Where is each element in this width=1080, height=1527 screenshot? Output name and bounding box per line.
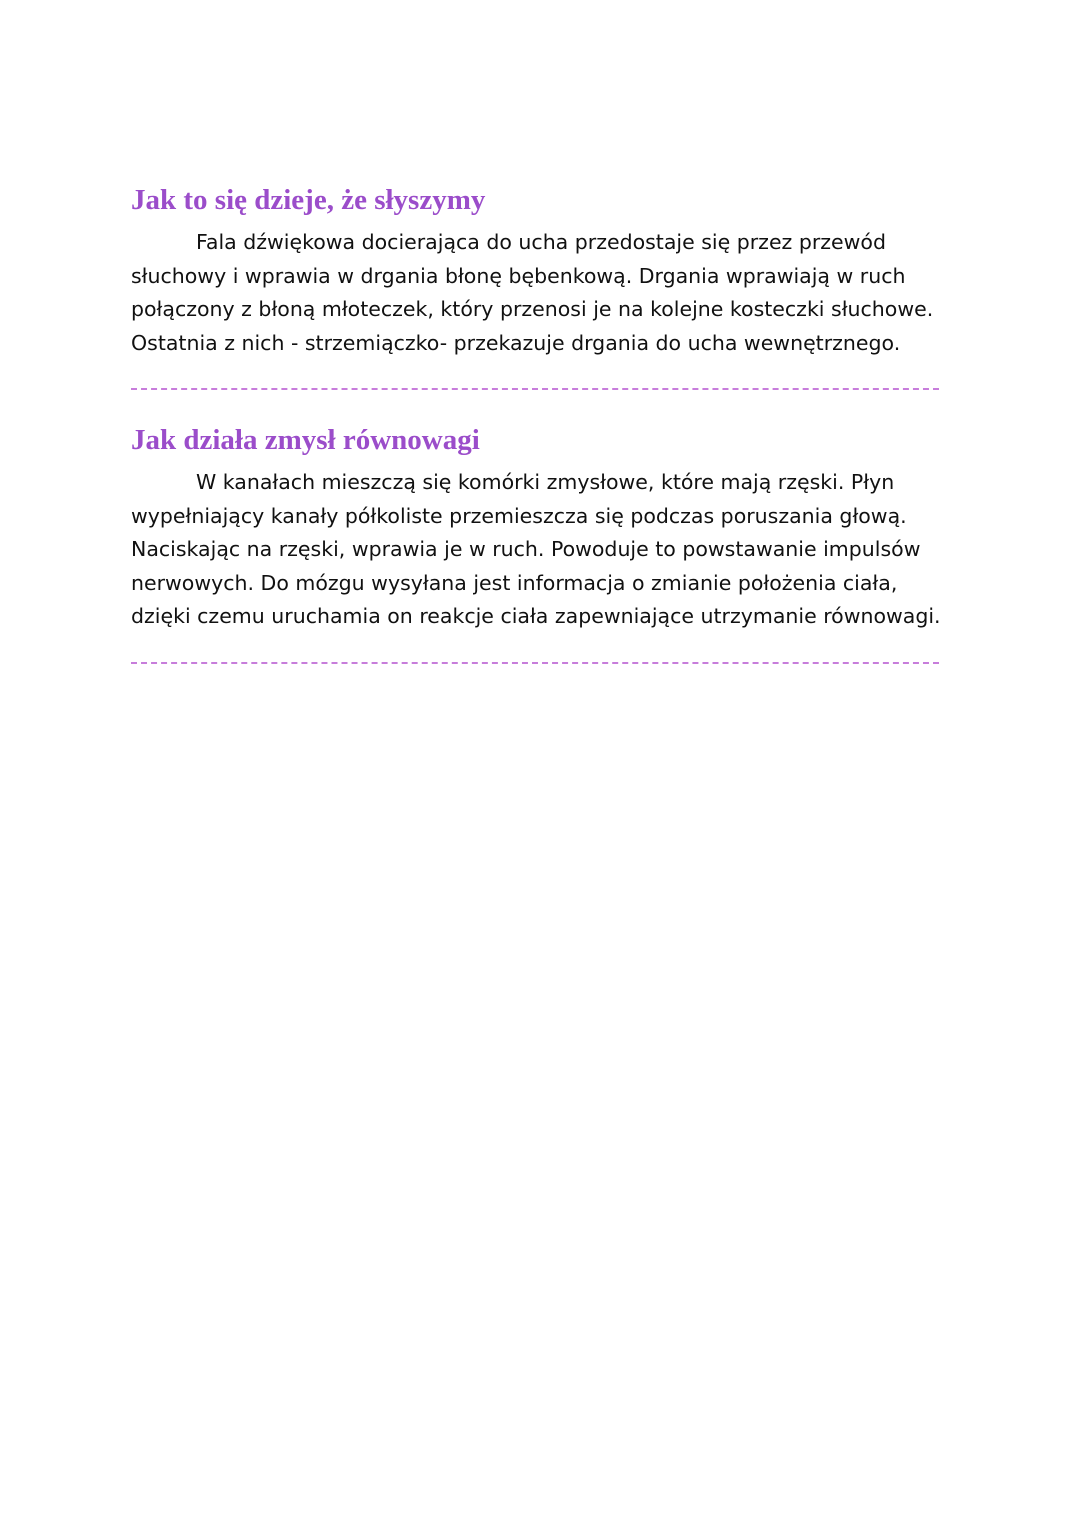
section-paragraph [131,466,941,634]
paragraph-line: nerwowych. Do mózgu wysyłana jest informacja o zmianie położenia ciała, [131,570,898,595]
paragraph-line: połączony z błoną młoteczek, który przenosi je na kolejne kosteczki słuchowe. [131,297,934,321]
dashed-separator [131,388,939,390]
section-heading: Jak to się dzieje, że słyszymy [131,184,486,216]
paragraph-line: słuchowy i wprawia w drgania błonę bębenkową. Drgania wprawiają w ruch [131,263,906,288]
paragraph-line: dzięki czemu uruchamia on reakcje ciała zapewniające utrzymanie równowagi. [131,604,941,628]
section-paragraph [131,226,941,360]
paragraph-line: Naciskając na rzęski, wprawia je w ruch. Powoduje to powstawanie impulsów [131,537,921,561]
section-balance [131,420,941,634]
paragraph-line: Ostatnia z nich - strzemiączko- przekazuje drgania do ucha wewnętrznego. [131,330,901,355]
paragraph-line: Fala dźwiękowa docierająca do ucha przedostaje się przez przewód [196,230,886,254]
section-heading: Jak działa zmysł równowagi [131,424,480,456]
paragraph-line: W kanałach mieszczą się komórki zmysłowe, które mają rzęski. Płyn [196,470,895,494]
dashed-separator [131,662,939,664]
paragraph-line: wypełniający kanały półkoliste przemieszcza się podczas poruszania głową. [131,503,907,528]
section-hearing [131,180,941,360]
document-content [131,180,941,694]
